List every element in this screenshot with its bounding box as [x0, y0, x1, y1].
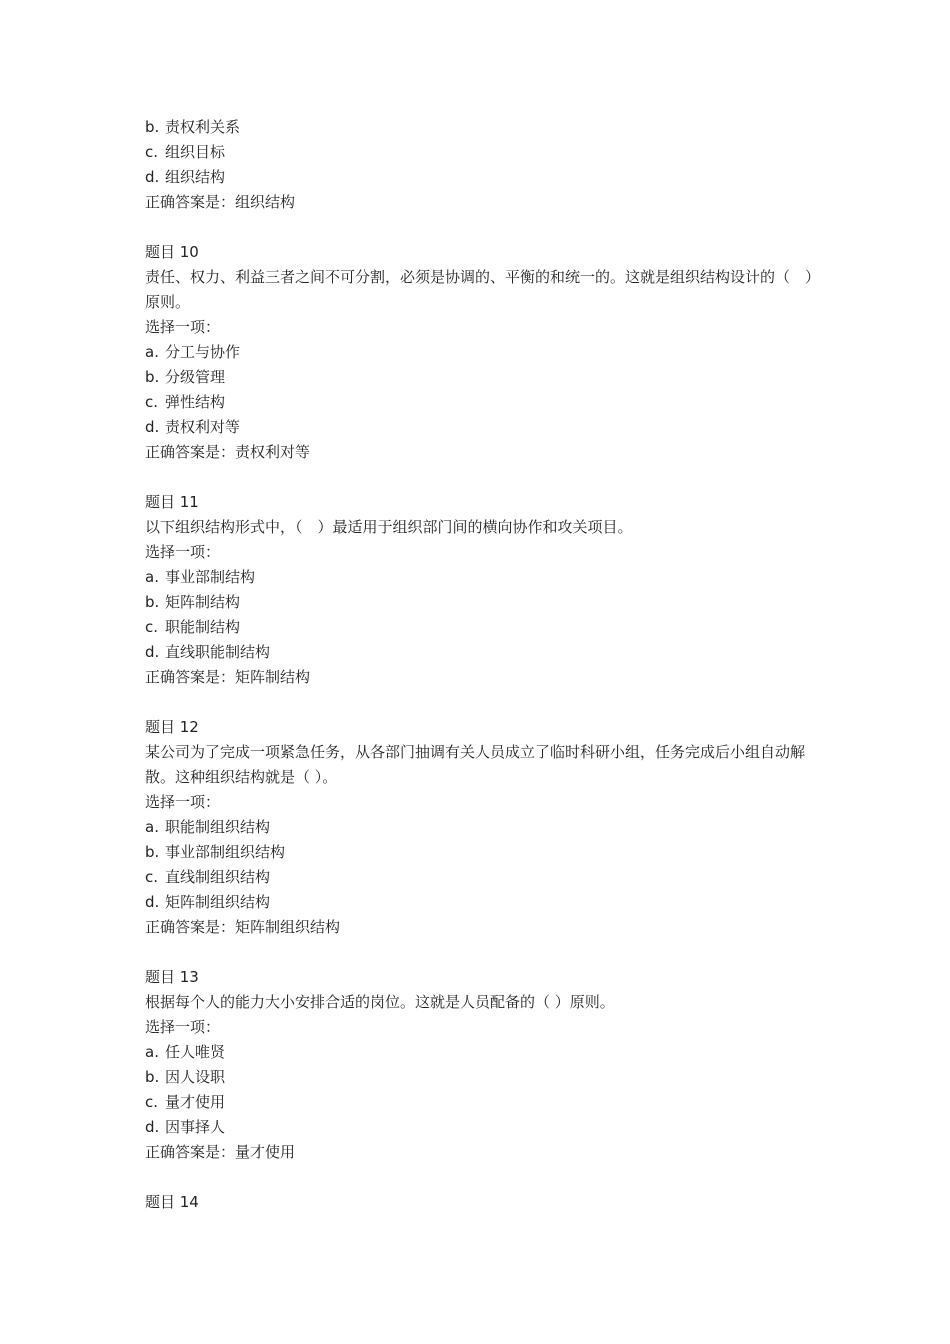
- option-c: [145, 1090, 825, 1115]
- question-11: [145, 490, 825, 690]
- option-a: [145, 1040, 825, 1065]
- question-12: [145, 715, 825, 940]
- option-text: 任人唯贤: [165, 1043, 226, 1061]
- option-text: 分级管理: [165, 368, 226, 386]
- option-text: 事业部制组织结构: [165, 843, 286, 861]
- option-c: [145, 615, 825, 640]
- option-a: [145, 815, 825, 840]
- option-b: [145, 590, 825, 615]
- option-text: 职能制结构: [165, 618, 241, 636]
- option-text: 直线职能制结构: [165, 643, 271, 661]
- option-text: 责权利关系: [165, 118, 241, 136]
- option-letter: b.: [145, 593, 160, 611]
- option-c: [145, 390, 825, 415]
- correct-answer: 正确答案是：矩阵制组织结构: [145, 918, 341, 936]
- option-text: 量才使用: [165, 1093, 226, 1111]
- question-prompt: 选择一项：: [145, 793, 221, 811]
- question-stem: 根据每个人的能力大小安排合适的岗位。这就是人员配备的（ ）原则。: [145, 993, 615, 1011]
- option-b: [145, 115, 825, 140]
- option-letter: d.: [145, 168, 160, 186]
- option-letter: a.: [145, 1043, 159, 1061]
- question-prompt: 选择一项：: [145, 318, 221, 336]
- option-letter: b.: [145, 368, 160, 386]
- option-d: [145, 165, 825, 190]
- question-prompt: 选择一项：: [145, 1018, 221, 1036]
- option-a: [145, 565, 825, 590]
- option-letter: d.: [145, 1118, 160, 1136]
- option-letter: b.: [145, 1068, 160, 1086]
- question-stem: 以下组织结构形式中，（ ）最适用于组织部门间的横向协作和攻关项目。: [145, 518, 633, 536]
- option-text: 分工与协作: [165, 343, 241, 361]
- option-letter: b.: [145, 118, 160, 136]
- correct-answer: 正确答案是：量才使用: [145, 1143, 296, 1161]
- correct-answer: 正确答案是：责权利对等: [145, 443, 311, 461]
- option-letter: d.: [145, 893, 160, 911]
- option-letter: d.: [145, 418, 160, 436]
- option-text: 弹性结构: [165, 393, 226, 411]
- option-text: 组织结构: [165, 168, 226, 186]
- correct-answer: 正确答案是：矩阵制结构: [145, 668, 311, 686]
- option-text: 矩阵制组织结构: [165, 893, 271, 911]
- option-letter: c.: [145, 1093, 159, 1111]
- option-letter: c.: [145, 618, 159, 636]
- option-letter: b.: [145, 843, 160, 861]
- question-title: 题目 11: [145, 493, 199, 511]
- question-title: 题目 13: [145, 968, 199, 986]
- option-letter: a.: [145, 568, 159, 586]
- question-stem: 某公司为了完成一项紧急任务，从各部门抽调有关人员成立了临时科研小组，任务完成后小组自动解散。这种组织结构就是（ ）。: [145, 743, 806, 786]
- option-letter: d.: [145, 643, 160, 661]
- option-a: [145, 340, 825, 365]
- question-title: 题目 14: [145, 1193, 199, 1211]
- correct-answer: 正确答案是：组织结构: [145, 193, 296, 211]
- option-d: [145, 890, 825, 915]
- option-b: [145, 365, 825, 390]
- document-page: [145, 115, 825, 1240]
- question-fragment: [145, 115, 825, 215]
- option-d: [145, 640, 825, 665]
- option-text: 因人设职: [165, 1068, 226, 1086]
- option-letter: a.: [145, 818, 159, 836]
- option-b: [145, 840, 825, 865]
- question-prompt: 选择一项：: [145, 543, 221, 561]
- option-b: [145, 1065, 825, 1090]
- question-title: 题目 12: [145, 718, 199, 736]
- option-text: 责权利对等: [165, 418, 241, 436]
- option-text: 职能制组织结构: [165, 818, 271, 836]
- option-text: 组织目标: [165, 143, 226, 161]
- option-text: 直线制组织结构: [165, 868, 271, 886]
- question-title: 题目 10: [145, 243, 199, 261]
- option-text: 矩阵制结构: [165, 593, 241, 611]
- question-13: [145, 965, 825, 1165]
- option-letter: a.: [145, 343, 159, 361]
- option-d: [145, 1115, 825, 1140]
- option-c: [145, 140, 825, 165]
- option-c: [145, 865, 825, 890]
- option-text: 因事择人: [165, 1118, 226, 1136]
- option-letter: c.: [145, 393, 159, 411]
- option-text: 事业部制结构: [165, 568, 256, 586]
- question-14: [145, 1190, 825, 1215]
- option-d: [145, 415, 825, 440]
- question-stem: 责任、权力、利益三者之间不可分割，必须是协调的、平衡的和统一的。这就是组织结构设计的（ ）原则。: [145, 268, 813, 311]
- option-letter: c.: [145, 868, 159, 886]
- option-letter: c.: [145, 143, 159, 161]
- question-10: [145, 240, 825, 465]
